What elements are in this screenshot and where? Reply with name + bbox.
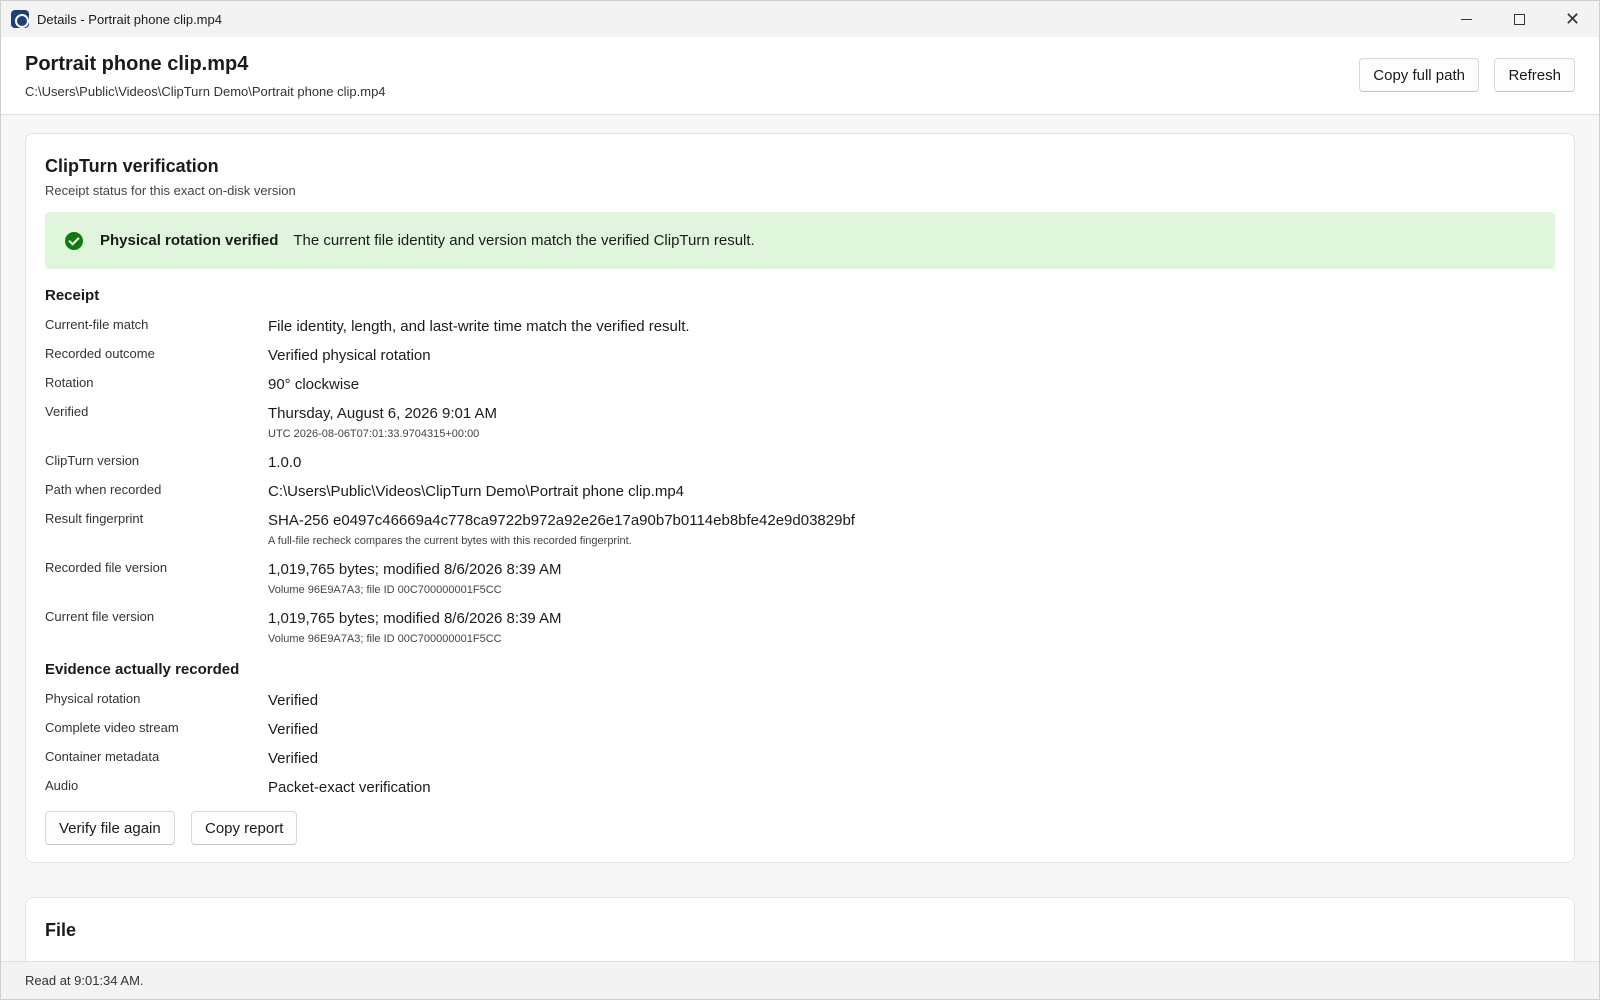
receipt-value: Thursday, August 6, 2026 9:01 AM: [268, 405, 498, 422]
status-message: The current file identity and version match the verified ClipTurn result.: [293, 232, 755, 249]
evidence-label: Audio: [45, 778, 79, 793]
read-time-status: Read at 9:01:34 AM.: [25, 973, 144, 988]
receipt-value: File identity, length, and last-write time match the verified result.: [268, 318, 690, 335]
close-button[interactable]: [1546, 1, 1599, 37]
file-section-title: File: [45, 920, 77, 940]
cliptrun-app-icon: [11, 10, 29, 28]
details-header: [1, 37, 1599, 115]
evidence-label: Container metadata: [45, 749, 160, 764]
window-controls: [1440, 1, 1599, 37]
file-path: C:\Users\Public\Videos\ClipTurn Demo\Portrait phone clip.mp4: [25, 84, 386, 99]
verification-card: [25, 133, 1575, 863]
minimize-button[interactable]: [1440, 1, 1493, 37]
evidence-value: Verified: [268, 750, 319, 767]
file-name-title: Portrait phone clip.mp4: [25, 53, 249, 75]
receipt-subvalue: A full-file recheck compares the current bytes with this recorded fingerprint.: [268, 535, 632, 547]
maximize-button[interactable]: [1493, 1, 1546, 37]
receipt-label: Current file version: [45, 609, 155, 624]
verify-file-again-button[interactable]: Verify file again: [45, 811, 175, 845]
receipt-label: ClipTurn version: [45, 453, 140, 468]
receipt-subvalue: Volume 96E9A7A3; file ID 00C700000001F5CC: [268, 584, 502, 596]
close-icon: ✕: [1564, 9, 1581, 29]
receipt-label: Rotation: [45, 375, 94, 390]
details-content[interactable]: [1, 115, 1599, 961]
receipt-label: Result fingerprint: [45, 511, 144, 526]
minimize-icon: [1461, 19, 1472, 20]
window-title: Details - Portrait phone clip.mp4: [37, 11, 222, 27]
status-title: Physical rotation verified: [100, 232, 279, 249]
evidence-heading: Evidence actually recorded: [45, 661, 240, 678]
receipt-value: 1,019,765 bytes; modified 8/6/2026 8:39 AM: [268, 561, 562, 578]
evidence-label: Physical rotation: [45, 691, 141, 706]
evidence-label: Complete video stream: [45, 720, 179, 735]
receipt-label: Path when recorded: [45, 482, 162, 497]
verification-subtitle: Receipt status for this exact on-disk version: [45, 183, 296, 198]
receipt-label: Current-file match: [45, 317, 149, 332]
receipt-subvalue: Volume 96E9A7A3; file ID 00C700000001F5CC: [268, 633, 502, 645]
receipt-value: 1,019,765 bytes; modified 8/6/2026 8:39 AM: [268, 610, 562, 627]
refresh-button[interactable]: Refresh: [1494, 58, 1575, 92]
copy-full-path-button[interactable]: Copy full path: [1359, 58, 1479, 92]
check-circle-icon: [65, 232, 83, 250]
evidence-value: Packet-exact verification: [268, 779, 431, 796]
verification-status-banner: [45, 212, 1555, 269]
receipt-label: Recorded outcome: [45, 346, 155, 361]
receipt-value: 90° clockwise: [268, 376, 360, 393]
status-footer: [1, 961, 1599, 999]
receipt-subvalue: UTC 2026-08-06T07:01:33.9704315+00:00: [268, 428, 480, 440]
receipt-heading: Receipt: [45, 287, 100, 304]
title-bar[interactable]: [1, 1, 1599, 37]
evidence-value: Verified: [268, 721, 319, 738]
evidence-value: Verified: [268, 692, 319, 709]
file-card: [25, 897, 1575, 961]
receipt-value: C:\Users\Public\Videos\ClipTurn Demo\Portrait phone clip.mp4: [268, 483, 685, 500]
receipt-label: Verified: [45, 404, 89, 419]
copy-report-button[interactable]: Copy report: [191, 811, 297, 845]
receipt-value: SHA-256 e0497c46669a4c778ca9722b972a92e26e17a90b7b0114eb8bfe42e9d03829bf: [268, 512, 855, 529]
receipt-value: 1.0.0: [268, 454, 302, 471]
verification-title: ClipTurn verification: [45, 156, 219, 176]
maximize-icon: [1514, 14, 1525, 25]
receipt-label: Recorded file version: [45, 560, 168, 575]
receipt-value: Verified physical rotation: [268, 347, 431, 364]
